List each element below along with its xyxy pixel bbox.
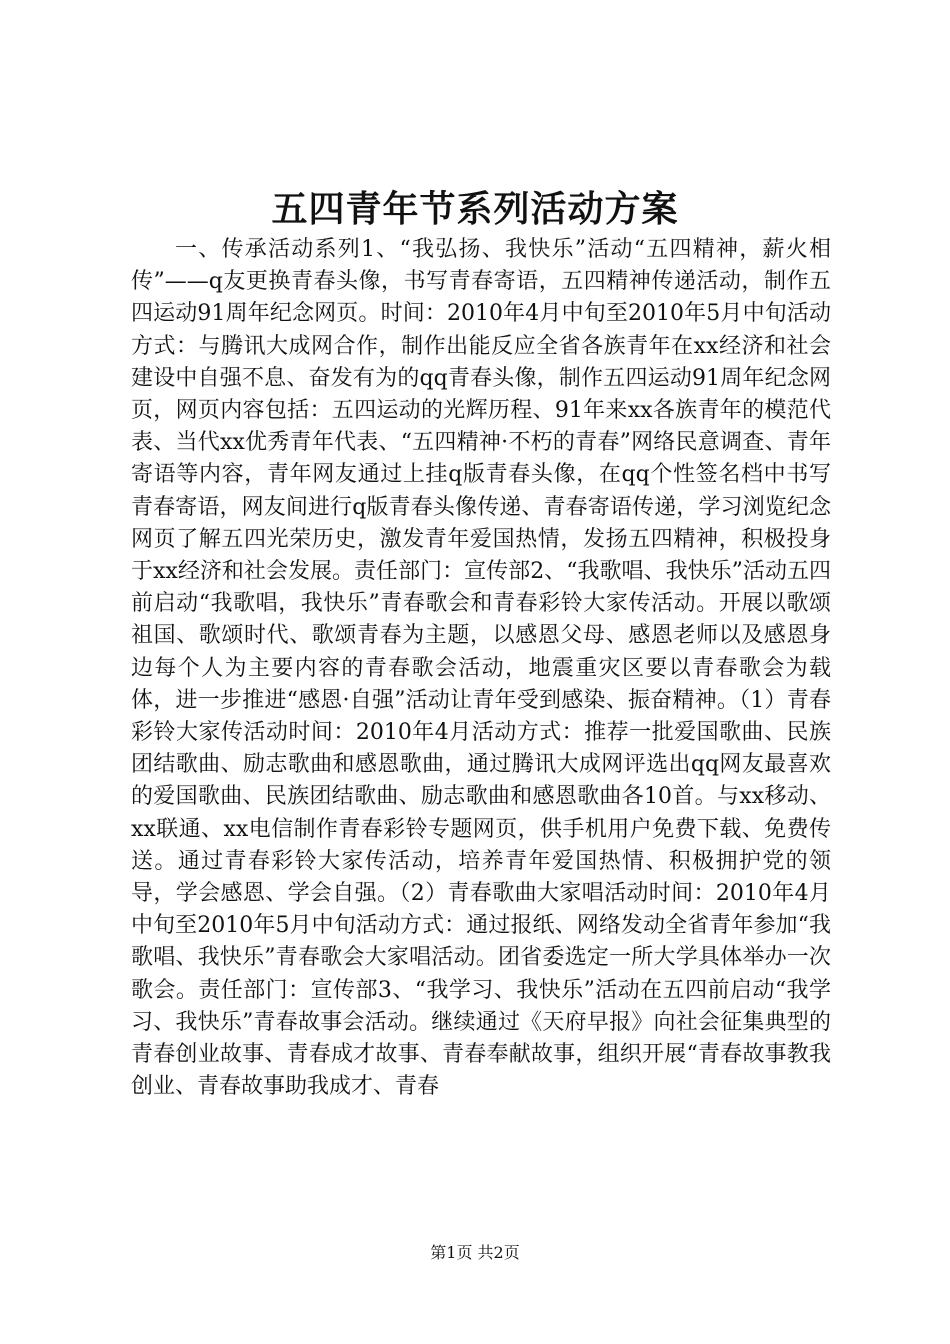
page-footer: 第1页 共2页 [430,1243,520,1262]
document-body: 一、传承活动系列1、“我弘扬、我快乐”活动“五四精神，薪火相传”——q友更换青春头像，书写青春寄语，五四精神传递活动，制作五四运动91周年纪念网页。时间：2010年4月中旬至2010年5月中旬活动方式：与腾讯大成网合作，制作出能反应全省各族青年在xx经济和社会建设中自强不息、奋发有为的qq青春头像，制作五四运动91周年纪念网页，网页内容包括：五四运动的光辉历程、91年来xx各族青年的模范代表、当代xx优秀青年代表、“五四精神·不朽的青春”网络民意调查、青年寄语等内容，青年网友通过上挂q版青春头像，在qq个性签名档中书写青春寄语，网友间进行q版青春头像传递、青春寄语传递，学习浏览纪念网页了解五四光荣历史，激发青年爱国热情，发扬五四精神，积极投身于xx经济和社会发展。责任部门：宣传部2、“我歌唱、我快乐”活动五四前启动“我歌唱，我快乐”青春歌会和青春彩铃大家传活动。开展以歌颂祖国、歌颂时代、歌颂青春为主题，以感恩父母、感恩老师以及感恩身边每个人为主要内容的青春歌会活动，地震重灾区要以青春歌会为载体，进一步推进“感恩·自强”活动让青年受到感染、振奋精神。（1）青春彩铃大家传活动时间：2010年4月活动方式：推荐一批爱国歌曲、民族团结歌曲、励志歌曲和感恩歌曲，通过腾讯大成网评选出qq网友最喜欢的爱国歌曲、民族团结歌曲、励志歌曲和感恩歌曲各10首。与xx移动、xx联通、xx电信制作青春彩铃专题网页，供手机用户免费下载、免费传送。通过青春彩铃大家传活动，培养青年爱国热情、积极拥护党的领导，学会感恩、学会自强。（2）青春歌曲大家唱活动时间：2010年4月中旬至2010年5月中旬活动方式：通过报纸、网络发动全省青年参加“我歌唱、我快乐”青春歌会大家唱活动。团省委选定一所大学具体举办一次歌会。责任部门：宣传部3、“我学习、我快乐”活动在五四前启动“我学习、我快乐”青春故事会活动。继续通过《天府早报》向社会征集典型的青春创业故事、青春成才故事、青春奉献故事，组织开展“青春故事教我创业、青春故事助我成才、青春 [131,237,831,1100]
document-title: 五四青年节系列活动方案 [271,188,679,230]
